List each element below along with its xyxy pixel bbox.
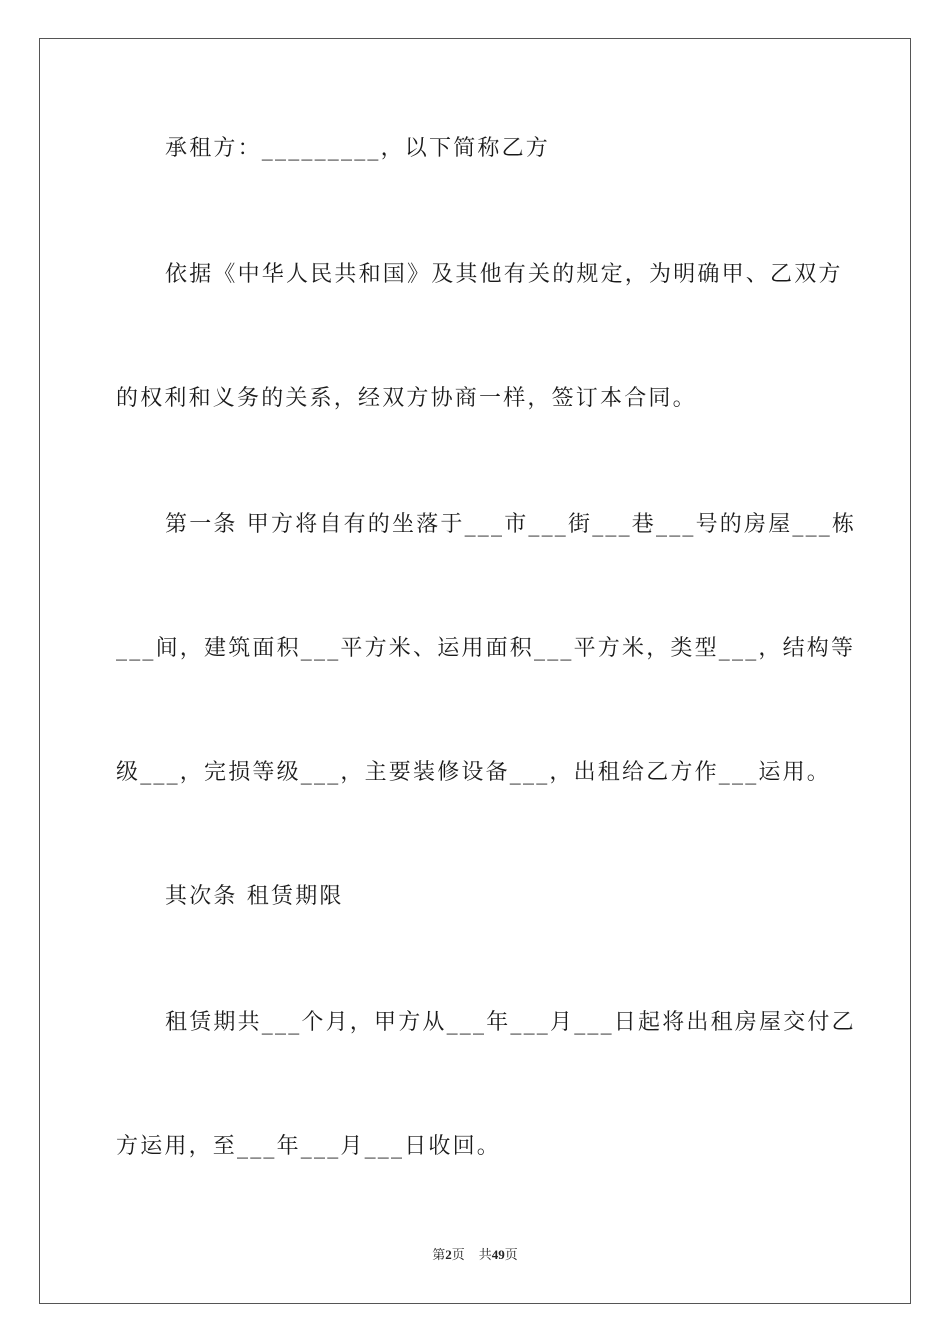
article-2-line-1: 租赁期共___个月，甲方从___年___月___日起将出租房屋交付乙 (165, 1010, 856, 1035)
footer-total-prefix: 共 (478, 1247, 492, 1262)
article-2-heading: 其次条 租赁期限 (165, 884, 344, 909)
article-2-line-2: 方运用，至___年___月___日收回。 (116, 1134, 502, 1159)
footer-total-suffix: 页 (504, 1247, 518, 1262)
article-1-line-3: 级___，完损等级___，主要装修设备___，出租给乙方作___运用。 (116, 760, 832, 785)
page-footer (0, 1247, 950, 1263)
footer-page-prefix: 第 (432, 1247, 446, 1262)
lessee-line: 承租方：_________，以下简称乙方 (165, 136, 551, 161)
article-1-line-1: 第一条 甲方将自有的坐落于___市___街___巷___号的房屋___栋 (165, 512, 857, 537)
page-border (39, 38, 911, 1304)
article-1-line-2: ___间，建筑面积___平方米、运用面积___平方米，类型___，结构等 (116, 636, 856, 661)
preamble-line-1: 依据《中华人民共和国》及其他有关的规定，为明确甲、乙双方 (165, 262, 843, 287)
footer-page-suffix: 页 (451, 1247, 465, 1262)
footer-total-pages: 49 (491, 1247, 505, 1262)
preamble-line-2: 的权利和义务的关系，经双方协商一样，签订本合同。 (116, 386, 697, 411)
footer-page-number: 2 (445, 1247, 452, 1262)
